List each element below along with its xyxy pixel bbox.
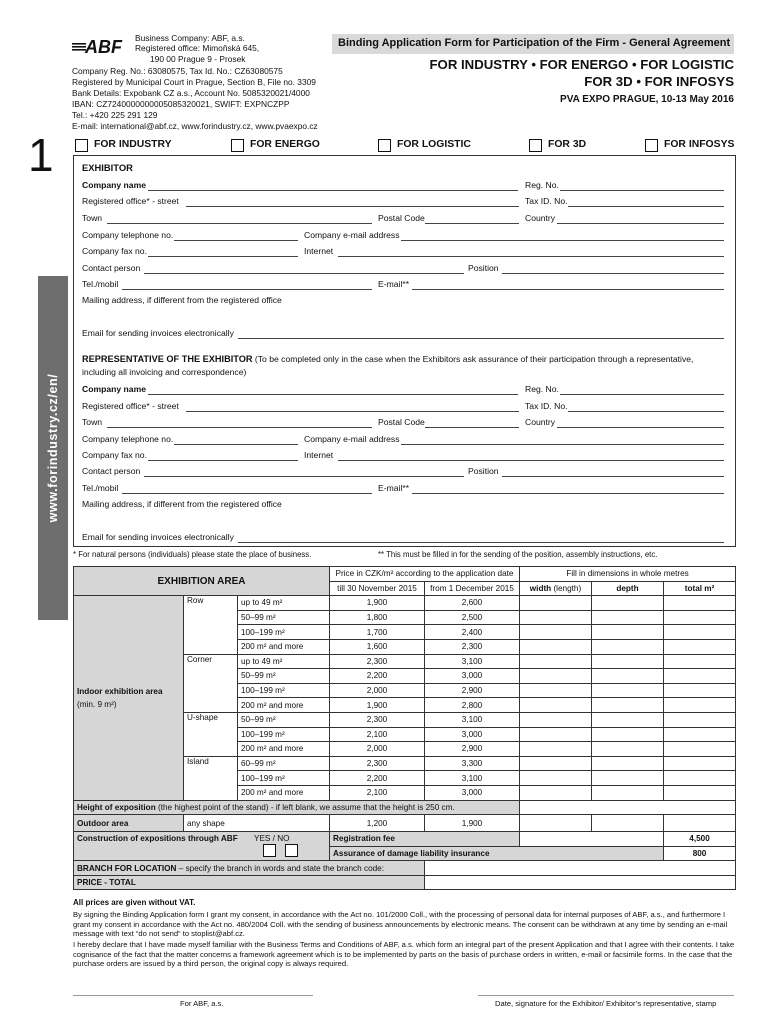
outdoor-shape: any shape	[184, 815, 330, 832]
rep-label-reg-no: Reg. No.	[525, 384, 559, 394]
field-position[interactable]	[502, 273, 724, 274]
rep-field-tel-mobil[interactable]	[122, 493, 372, 494]
height-note: (the highest point of the stand) - if left blank, we assume that the height is 250 cm.	[157, 802, 455, 812]
height-input[interactable]	[520, 800, 736, 815]
rep-field-reg-no[interactable]	[560, 394, 724, 395]
field-tel-mobil[interactable]	[122, 289, 372, 290]
field-company-telephone[interactable]	[174, 240, 298, 241]
label-invoice-email: Email for sending invoices electronically	[82, 328, 234, 338]
checkbox-no[interactable]	[285, 844, 298, 857]
field-email2[interactable]	[412, 289, 724, 290]
checkbox-label-for-3d: FOR 3D	[548, 139, 587, 150]
price-from-cell: 3,000	[425, 785, 520, 800]
total-input[interactable]	[664, 771, 736, 786]
section-number: 1	[28, 129, 54, 181]
price-from-cell: 3,100	[425, 771, 520, 786]
price-till-cell: 2,200	[330, 669, 425, 684]
construction-row	[74, 832, 736, 847]
company-detail-6: E-mail: international@abf.cz, www.forindustry.cz, www.pvaexpo.cz	[72, 121, 318, 131]
width-input[interactable]	[520, 654, 592, 669]
size-cell: 50–99 m²	[238, 712, 330, 727]
total-input[interactable]	[664, 698, 736, 713]
size-cell: 200 m² and more	[238, 785, 330, 800]
width-input[interactable]	[520, 742, 592, 757]
field-town[interactable]	[107, 223, 372, 224]
company-line-2: Registered office: Mimoňská 645,	[135, 43, 260, 53]
depth-input[interactable]	[592, 698, 664, 713]
total-input[interactable]	[664, 610, 736, 625]
label-company-name: Company name	[82, 180, 146, 190]
branch-note: – specify the branch in words and state the branch code:	[178, 863, 385, 873]
exhibition-area-table	[73, 566, 736, 890]
rep-label-registered-office: Registered office* - street	[82, 401, 179, 411]
event-info: PVA EXPO PRAGUE, 10-13 May 2016	[560, 94, 734, 105]
width-input[interactable]	[520, 698, 592, 713]
rep-label-postal-code: Postal Code	[378, 417, 425, 427]
width-input[interactable]	[520, 771, 592, 786]
stand-type-island: Island	[184, 756, 238, 800]
rep-label-company-name: Company name	[82, 384, 146, 394]
price-till-cell: 2,100	[330, 785, 425, 800]
header-line-1: FOR INDUSTRY • FOR ENERGO • FOR LOGISTIC	[429, 57, 734, 72]
rep-label-invoice-email: Email for sending invoices electronically	[82, 532, 234, 542]
col-till-30-nov: till 30 November 2015	[330, 581, 425, 596]
representative-note: (To be completed only in the case when the Exhibitors ask assurance of their participation through a representative,	[254, 354, 694, 364]
depth-input[interactable]	[592, 727, 664, 742]
insurance-label: Assurance of damage liability insurance	[330, 846, 664, 861]
field-tax-id[interactable]	[568, 206, 724, 207]
rep-label-company-telephone: Company telephone no.	[82, 434, 174, 444]
size-cell: 50–99 m²	[238, 610, 330, 625]
rep-label-email2: E-mail**	[378, 483, 410, 493]
consent-paragraph: By signing the Binding Application form I grant my consent, in accordance with the Act no. 101/2000 Coll., with the processing of personal data for internal purposes of ABF, a.s., and furthermore I grant my consent in accordance with the Act no. 480/2004 Coll. with the sending of business announcements by electronic means. The consent can be withdrawn at any time by sending an e-mail message with text “do not send“ to stoplist@abf.cz.	[73, 910, 728, 939]
rep-field-country[interactable]	[557, 427, 724, 428]
price-from-cell: 3,000	[425, 669, 520, 684]
price-header: Price in CZK/m² according to the application date	[330, 567, 520, 582]
depth-input[interactable]	[592, 771, 664, 786]
label-company-telephone: Company telephone no.	[82, 230, 174, 240]
field-company-name[interactable]	[148, 190, 518, 191]
field-contact-person[interactable]	[144, 273, 464, 274]
label-company-fax: Company fax no.	[82, 246, 147, 256]
size-cell: up to 49 m²	[238, 596, 330, 611]
price-till-cell: 2,300	[330, 756, 425, 771]
depth-input[interactable]	[592, 815, 664, 832]
price-from-cell: 3,000	[425, 727, 520, 742]
exhibitor-heading: EXHIBITOR	[82, 162, 133, 173]
indoor-area-cell	[74, 596, 184, 800]
height-row	[74, 800, 736, 815]
size-cell: 200 m² and more	[238, 639, 330, 654]
price-till-cell: 2,200	[330, 771, 425, 786]
price-from-cell: 3,100	[425, 654, 520, 669]
width-input[interactable]	[520, 815, 592, 832]
rep-field-company-fax[interactable]	[148, 460, 298, 461]
stand-type-corner: Corner	[184, 654, 238, 712]
total-input[interactable]	[664, 727, 736, 742]
width-input[interactable]	[520, 610, 592, 625]
rep-label-town: Town	[82, 417, 103, 427]
depth-input[interactable]	[592, 625, 664, 640]
checkbox-for-logistic[interactable]	[378, 139, 391, 152]
signature-label-abf: For ABF, a.s.	[180, 999, 224, 1008]
table-row	[74, 596, 736, 611]
insurance-value: 800	[664, 846, 736, 861]
total-input[interactable]	[664, 596, 736, 611]
price-till-cell: 2,000	[330, 683, 425, 698]
outdoor-price-from: 1,900	[425, 815, 520, 832]
exhibition-area-title: EXHIBITION AREA	[74, 567, 330, 596]
label-registered-office: Registered office* - street	[82, 196, 179, 206]
width-input[interactable]	[520, 639, 592, 654]
rep-field-company-name[interactable]	[148, 394, 518, 395]
col-depth: depth	[592, 581, 664, 596]
total-row	[74, 875, 736, 890]
price-till-cell: 2,300	[330, 712, 425, 727]
logo-text: ABF	[85, 37, 122, 55]
indoor-min: (min. 9 m²)	[77, 699, 117, 709]
depth-input[interactable]	[592, 683, 664, 698]
rep-label-tax-id: Tax ID. No.	[525, 401, 568, 411]
col-width	[520, 581, 592, 596]
field-reg-no[interactable]	[560, 190, 724, 191]
price-from-cell: 2,900	[425, 742, 520, 757]
checkbox-label-for-logistic: FOR LOGISTIC	[397, 139, 471, 150]
label-country: Country	[525, 213, 556, 223]
col-from-1-dec: from 1 December 2015	[425, 581, 520, 596]
checkbox-label-for-industry: FOR INDUSTRY	[94, 139, 172, 150]
col-total: total m²	[664, 581, 736, 596]
footnote-position: ** This must be filled in for the sending of the position, assembly instructions, etc.	[378, 550, 658, 559]
depth-input[interactable]	[592, 712, 664, 727]
rep-field-postal-code[interactable]	[425, 427, 519, 428]
label-email2: E-mail**	[378, 279, 410, 289]
width-input[interactable]	[520, 727, 592, 742]
sidebar-url-strip	[38, 276, 68, 620]
depth-input[interactable]	[592, 669, 664, 684]
size-cell: 50–99 m²	[238, 669, 330, 684]
terms-paragraph: I hereby declare that I have made myself familiar with the Business Terms and Conditions of ABF, a.s. which form an integral part of the present Application and that I agree with their contents. I take cognisance of the fact that the matter concerns a framework agreement which is to be implemented by parts on the basis of purchase orders in written, e-mail or facsimile forms. In the case that the purchase orders are issued by a third person, the original copy is always required.	[73, 940, 735, 969]
price-till-cell: 1,800	[330, 610, 425, 625]
total-input[interactable]	[664, 654, 736, 669]
company-line-3: 190 00 Prague 9 - Prosek	[150, 54, 246, 64]
label-tax-id: Tax ID. No.	[525, 196, 568, 206]
width-input[interactable]	[520, 712, 592, 727]
price-till-cell: 1,700	[330, 625, 425, 640]
label-mailing-address: Mailing address, if different from the registered office	[82, 295, 282, 305]
yes-no-label: YES / NO	[254, 834, 290, 844]
rep-label-company-email: Company e-mail address	[304, 434, 400, 444]
field-country[interactable]	[557, 223, 724, 224]
size-cell: 100–199 m²	[238, 683, 330, 698]
price-till-cell: 2,000	[330, 742, 425, 757]
price-total-label: PRICE - TOTAL	[74, 875, 425, 890]
col-width-sub: (length)	[553, 583, 582, 593]
width-input[interactable]	[520, 785, 592, 800]
company-detail-3: Bank Details: Expobank CZ a.s., Account No. 5085320021/4000	[72, 88, 310, 98]
rep-label-position: Position	[468, 466, 499, 476]
depth-input[interactable]	[592, 596, 664, 611]
checkbox-label-for-infosys: FOR INFOSYS	[664, 139, 735, 150]
height-label: Height of exposition	[77, 802, 156, 812]
price-from-cell: 2,400	[425, 625, 520, 640]
registration-fee-blank	[520, 832, 664, 847]
stand-type-row: Row	[184, 596, 238, 654]
width-input[interactable]	[520, 756, 592, 771]
field-company-fax[interactable]	[148, 256, 298, 257]
total-input[interactable]	[664, 756, 736, 771]
label-contact-person: Contact person	[82, 263, 141, 273]
rep-field-company-telephone[interactable]	[174, 444, 298, 445]
size-cell: 60–99 m²	[238, 756, 330, 771]
width-input[interactable]	[520, 669, 592, 684]
price-from-cell: 2,800	[425, 698, 520, 713]
header-line-2: FOR 3D • FOR INFOSYS	[584, 74, 734, 89]
label-town: Town	[82, 213, 103, 223]
size-cell: 200 m² and more	[238, 698, 330, 713]
price-till-cell: 1,900	[330, 698, 425, 713]
label-tel-mobil: Tel./mobil	[82, 279, 119, 289]
rep-field-invoice-email[interactable]	[238, 542, 724, 543]
construction-label: Construction of expositions through ABF	[77, 834, 238, 844]
signature-line-abf[interactable]	[73, 995, 313, 996]
rep-field-tax-id[interactable]	[568, 411, 724, 412]
total-input[interactable]	[664, 815, 736, 832]
depth-input[interactable]	[592, 742, 664, 757]
size-cell: 200 m² and more	[238, 742, 330, 757]
checkbox-for-industry[interactable]	[75, 139, 88, 152]
price-total-input[interactable]	[425, 875, 736, 890]
signature-line-exhibitor[interactable]	[478, 995, 734, 996]
price-from-cell: 3,100	[425, 712, 520, 727]
height-cell	[74, 800, 520, 815]
width-input[interactable]	[520, 683, 592, 698]
label-position: Position	[468, 263, 499, 273]
label-reg-no: Reg. No.	[525, 180, 559, 190]
width-input[interactable]	[520, 625, 592, 640]
abf-logo	[72, 37, 126, 55]
size-cell: up to 49 m²	[238, 654, 330, 669]
dimensions-header: Fill in dimensions in whole metres	[520, 567, 736, 582]
company-line-1: Business Company: ABF, a.s.	[135, 33, 245, 43]
depth-input[interactable]	[592, 654, 664, 669]
checkbox-for-energo[interactable]	[231, 139, 244, 152]
rep-field-email2[interactable]	[412, 493, 724, 494]
registration-fee-label: Registration fee	[330, 832, 520, 847]
label-internet: Internet	[304, 246, 334, 256]
form-title: Binding Application Form for Participation of the Firm - General Agreement	[338, 37, 731, 49]
price-till-cell: 2,300	[330, 654, 425, 669]
rep-field-position[interactable]	[502, 476, 724, 477]
checkbox-for-infosys[interactable]	[645, 139, 658, 152]
price-till-cell: 2,100	[330, 727, 425, 742]
total-input[interactable]	[664, 683, 736, 698]
company-detail-4: IBAN: CZ7240000000005085320021, SWIFT: EXPNCZPP	[72, 99, 290, 109]
size-cell: 100–199 m²	[238, 727, 330, 742]
depth-input[interactable]	[592, 639, 664, 654]
representative-heading: REPRESENTATIVE OF THE EXHIBITOR	[82, 354, 253, 364]
rep-field-town[interactable]	[107, 427, 372, 428]
size-cell: 100–199 m²	[238, 771, 330, 786]
depth-input[interactable]	[592, 785, 664, 800]
outdoor-row	[74, 815, 736, 832]
depth-input[interactable]	[592, 756, 664, 771]
price-from-cell: 2,500	[425, 610, 520, 625]
branch-cell	[74, 861, 425, 876]
field-postal-code[interactable]	[425, 223, 519, 224]
price-from-cell: 3,300	[425, 756, 520, 771]
rep-label-company-fax: Company fax no.	[82, 450, 147, 460]
outdoor-price-till: 1,200	[330, 815, 425, 832]
company-detail-1: Company Reg. No.: 63080575, Tax Id. No.: CZ63080575	[72, 66, 283, 76]
label-company-email: Company e-mail address	[304, 230, 400, 240]
field-registered-office[interactable]	[186, 206, 519, 207]
representative-note-2: including all invoicing and correspondence)	[82, 367, 247, 377]
company-detail-2: Registered by Municipal Court in Prague, Section B, File no. 3309	[72, 77, 316, 87]
signature-label-exhibitor: Date, signature for the Exhibitor/ Exhibitor’s representative, stamp	[495, 999, 717, 1008]
footnote-natural-persons: * For natural persons (individuals) please state the place of business.	[73, 550, 312, 559]
rep-field-contact-person[interactable]	[144, 476, 464, 477]
total-input[interactable]	[664, 625, 736, 640]
rep-field-company-email[interactable]	[401, 444, 724, 445]
field-company-email[interactable]	[401, 240, 724, 241]
representative-heading-line	[82, 354, 693, 364]
construction-cell	[74, 832, 330, 861]
price-till-cell: 1,900	[330, 596, 425, 611]
rep-label-tel-mobil: Tel./mobil	[82, 483, 119, 493]
checkbox-label-for-energo: FOR ENERGO	[250, 139, 320, 150]
total-input[interactable]	[664, 742, 736, 757]
rep-label-country: Country	[525, 417, 556, 427]
outdoor-label: Outdoor area	[74, 815, 184, 832]
rep-field-internet[interactable]	[338, 460, 724, 461]
registration-fee-value: 4,500	[664, 832, 736, 847]
vat-note: All prices are given without VAT.	[73, 898, 196, 907]
total-input[interactable]	[664, 669, 736, 684]
total-input[interactable]	[664, 712, 736, 727]
rep-label-contact-person: Contact person	[82, 466, 141, 476]
col-width-label: width	[529, 583, 552, 593]
total-input[interactable]	[664, 785, 736, 800]
checkbox-for-3d[interactable]	[529, 139, 542, 152]
width-input[interactable]	[520, 596, 592, 611]
label-postal-code: Postal Code	[378, 213, 425, 223]
depth-input[interactable]	[592, 610, 664, 625]
branch-input[interactable]	[425, 861, 736, 876]
company-detail-5: Tel.: +420 225 291 129	[72, 110, 158, 120]
field-invoice-email[interactable]	[238, 338, 724, 339]
rep-label-internet: Internet	[304, 450, 334, 460]
branch-row	[74, 861, 736, 876]
branch-label: BRANCH FOR LOCATION	[77, 863, 177, 873]
indoor-label: Indoor exhibition area	[77, 686, 163, 696]
field-internet[interactable]	[338, 256, 724, 257]
price-from-cell: 2,900	[425, 683, 520, 698]
total-input[interactable]	[664, 639, 736, 654]
price-from-cell: 2,300	[425, 639, 520, 654]
price-from-cell: 2,600	[425, 596, 520, 611]
rep-field-registered-office[interactable]	[186, 411, 519, 412]
rep-label-mailing-address: Mailing address, if different from the registered office	[82, 499, 282, 509]
stand-type-u-shape: U-shape	[184, 712, 238, 756]
checkbox-yes[interactable]	[263, 844, 276, 857]
sidebar-url: www.forindustry.cz/en/	[46, 373, 60, 523]
size-cell: 100–199 m²	[238, 625, 330, 640]
price-till-cell: 1,600	[330, 639, 425, 654]
